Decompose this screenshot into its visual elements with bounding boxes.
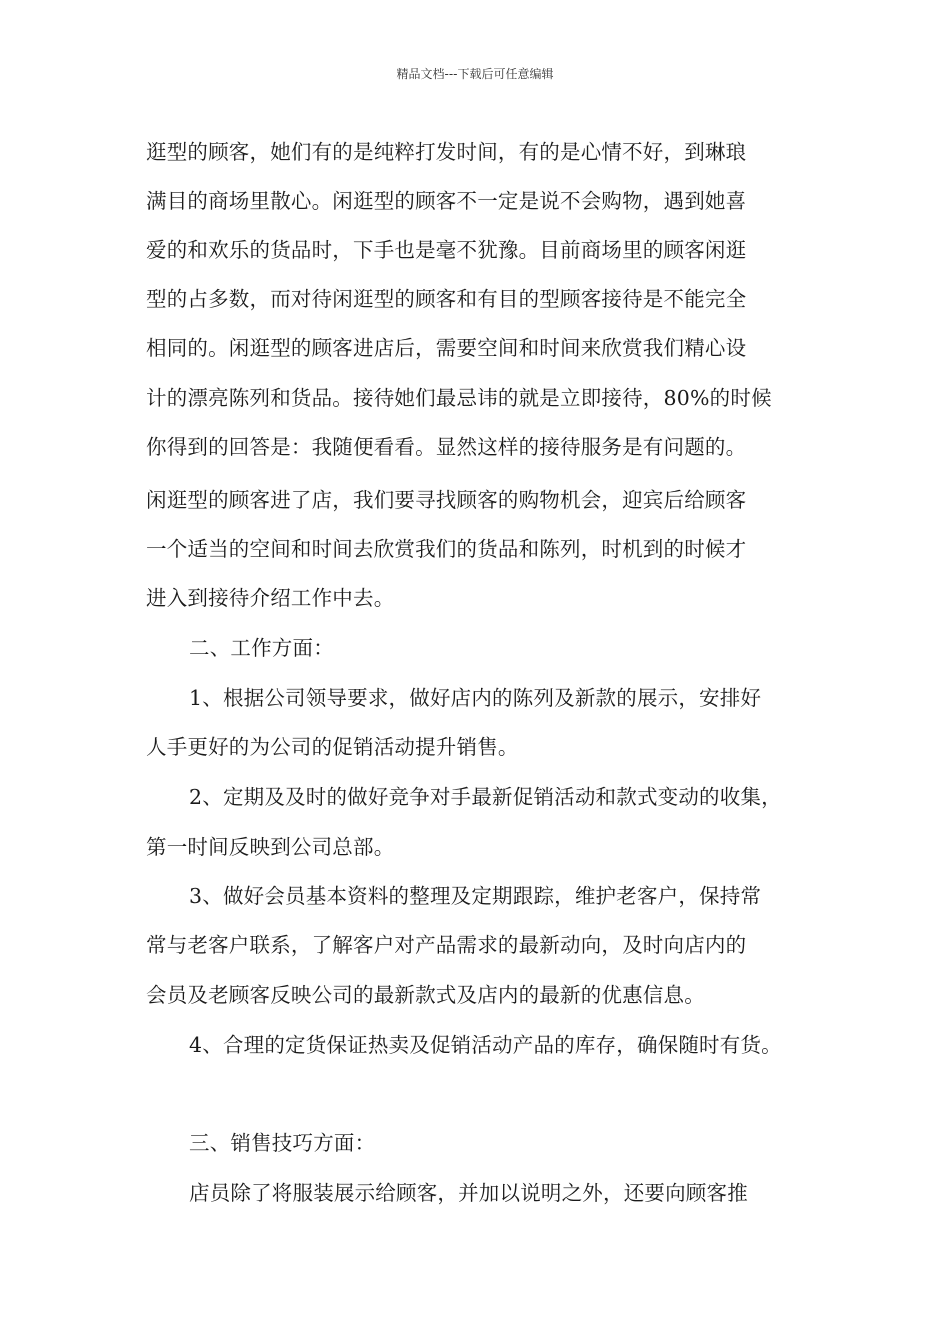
paragraph-line: 相同的。闲逛型的顾客进店后，需要空间和时间来欣赏我们精心设 bbox=[146, 336, 747, 360]
section-heading: 三、销售技巧方面： bbox=[189, 1131, 376, 1155]
list-item: 1、根据公司领导要求，做好店内的陈列及新款的展示，安排好 bbox=[189, 686, 762, 710]
page-header: 精品文档---下载后可任意编辑 bbox=[396, 67, 554, 81]
paragraph-line: 进入到接待介绍工作中去。 bbox=[146, 586, 395, 610]
paragraph-line: 满目的商场里散心。闲逛型的顾客不一定是说不会购物，遇到她喜 bbox=[146, 189, 747, 213]
list-item: 4、合理的定货保证热卖及促销活动产品的库存，确保随时有货。 bbox=[189, 1033, 782, 1057]
paragraph-line: 爱的和欢乐的货品时，下手也是毫不犹豫。目前商场里的顾客闲逛 bbox=[146, 238, 747, 262]
list-item-continuation: 第一时间反映到公司总部。 bbox=[146, 835, 395, 859]
section-heading: 二、工作方面： bbox=[189, 636, 334, 660]
list-item: 3、做好会员基本资料的整理及定期跟踪，维护老客户，保持常 bbox=[189, 884, 762, 908]
paragraph-line: 计的漂亮陈列和货品。接待她们最忌讳的就是立即接待，80%的时候 bbox=[146, 386, 772, 410]
list-item-continuation: 会员及老顾客反映公司的最新款式及店内的最新的优惠信息。 bbox=[146, 983, 705, 1007]
list-item-continuation: 人手更好的为公司的促销活动提升销售。 bbox=[146, 735, 519, 759]
paragraph-line: 逛型的顾客，她们有的是纯粹打发时间，有的是心情不好，到琳琅 bbox=[146, 140, 747, 164]
paragraph-line: 一个适当的空间和时间去欣赏我们的货品和陈列，时机到的时候才 bbox=[146, 537, 747, 561]
list-item-continuation: 常与老客户联系，了解客户对产品需求的最新动向，及时向店内的 bbox=[146, 933, 747, 957]
paragraph-line: 型的占多数，而对待闲逛型的顾客和有目的型顾客接待是不能完全 bbox=[146, 287, 747, 311]
list-item: 2、定期及及时的做好竞争对手最新促销活动和款式变动的收集， bbox=[189, 785, 782, 809]
paragraph-line: 店员除了将服装展示给顾客，并加以说明之外，还要向顾客推 bbox=[189, 1181, 748, 1205]
paragraph-line: 你得到的回答是：我随便看看。显然这样的接待服务是有问题的。 bbox=[146, 435, 747, 459]
paragraph-line: 闲逛型的顾客进了店，我们要寻找顾客的购物机会，迎宾后给顾客 bbox=[146, 488, 747, 512]
